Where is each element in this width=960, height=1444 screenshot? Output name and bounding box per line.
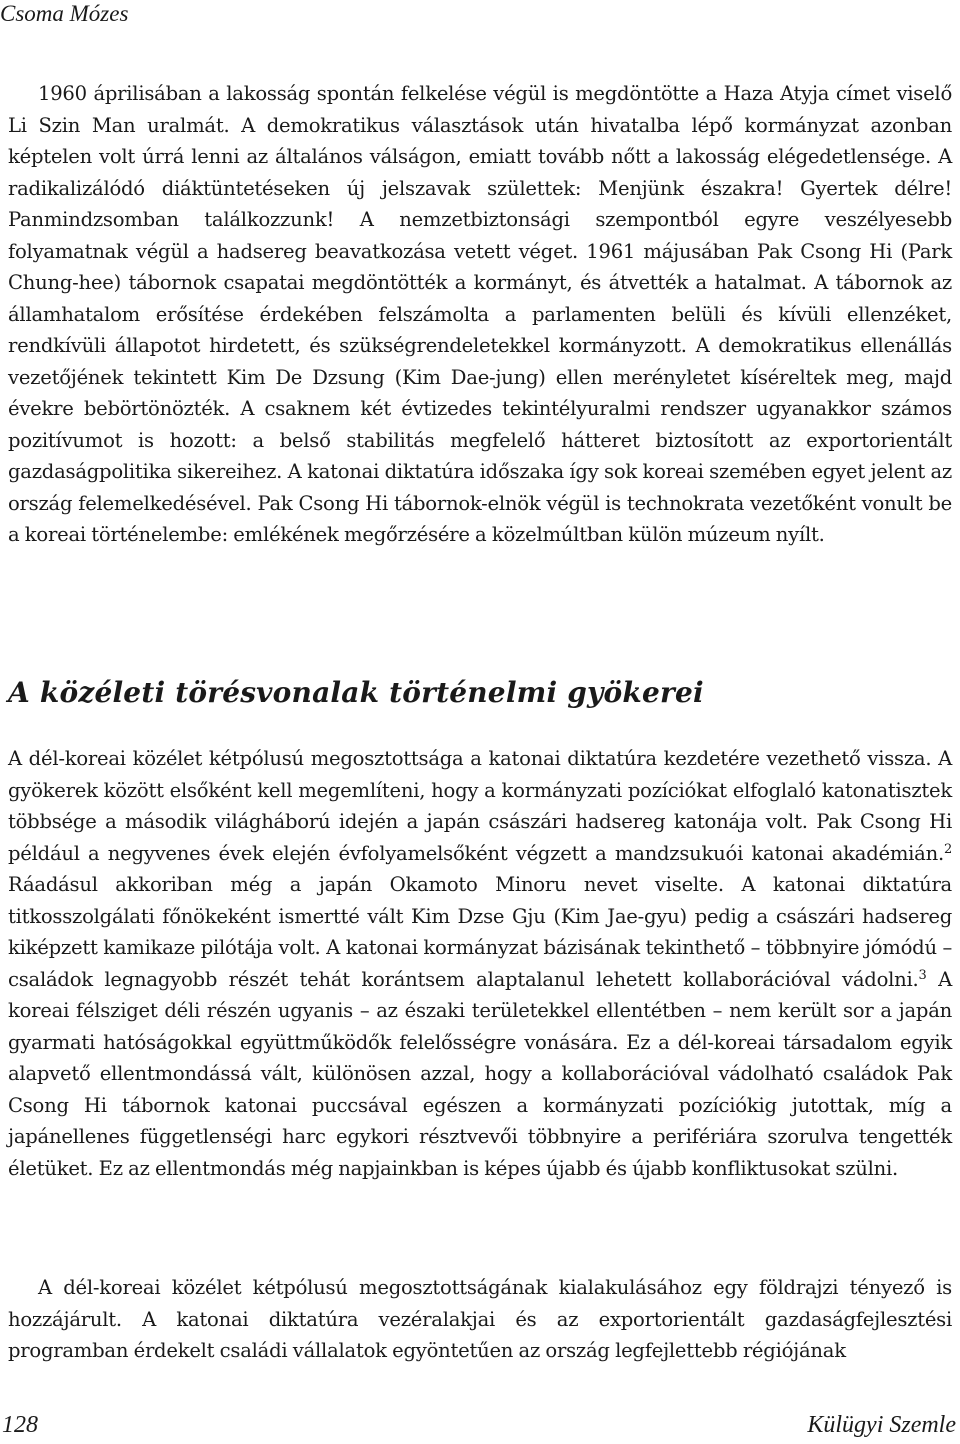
page-number: 128 — [2, 1412, 38, 1438]
journal-name: Külügyi Szemle — [807, 1412, 956, 1438]
paragraph-text: Ráadásul akkoriban még a japán Okamoto Minoru nevet viselte. A katonai diktatúra titkosszolgálati főnökeként ismertté vált Kim Dzse Gju (Kim Jae-gyu) pedig a császári hadsereg kiképzett kamikaze pilótája volt. A katonai kormányzat bázisának tekinthető – többnyire jómódú – családok legnagyobb részét tehát korántsem alaptalanul lehetett kollaborációval vádolni. — [8, 873, 952, 991]
paragraph-text: A koreai félsziget déli részén ugyanis – az északi területekkel ellentétben – nem került sor a japán gyarmati hatóságokkal együttműködők felelősségre vonására. Ez a dél-koreai társadalom egyik alapvető ellentmondássá vált, különösen azzal, hogy a kollaborációval vádolható családok Pak Csong Hi tábornok katonai puccsával egészen a kormányzati pozíciókig jutottak, míg a japánellenes függetlenségi harc egykori résztvevői többnyire a perifériára szorulva tengették életüket. Ez az ellentmondás még napjainkban is képes újabb és újabb konfliktusokat szülni. — [8, 967, 952, 1180]
body-paragraph — [8, 78, 952, 551]
paragraph-text: A dél-koreai közélet kétpólusú megosztottsága a katonai diktatúra kezdetére vezethető vissza. A gyökerek között elsőként kell megemlíteni, hogy a kormányzati pozíciókat elfoglaló katonatisztek többsége a második világháború idején a japán császári hadsereg katonája volt. Pak Csong Hi például a negyvenes évek elején évfolyamelsőként végzett a mandzsukuói katonai akadémián. — [8, 747, 952, 865]
body-paragraph — [8, 1272, 952, 1367]
paragraph-text: 1960 áprilisában a lakosság spontán felkelése végül is megdöntötte a Haza Atyja címet viselő Li Szin Man uralmát. A demokratikus választások után hivatalba lépő kormányzat azonban képtelen volt úrrá lenni az általános válságon, emiatt tovább nőtt a lakosság elégedetlensége. A radikalizálódó diáktüntetéseken új jelszavak születtek: Menjünk északra! Gyertek délre! Panmindzsomban találkozzunk! A nemzetbiztonsági szempontból egyre veszélyesebb folyamatnak végül a hadsereg beavatkozása vetett véget. 1961 májusában Pak Csong Hi (Park Chung-hee) tábornok csapatai megdöntötték a kormányt, és átvették a hatalmat. A tábornok az államhatalom erősítése érdekében felszámolta a parlamenten belüli és kívüli ellenzéket, rendkívüli állapotot hirdetett, és szükségrendeletekkel kormányzott. A demokratikus ellenállás vezetőjének tekintett Kim De Dzsung (Kim Dae-jung) ellen merényletet kíséreltek meg, majd évekre bebörtönözték. A csaknem két évtizedes tekintélyuralmi rendszer ugyanakkor számos pozitívumot is hozott: a belső stabilitás megfelelő hátteret biztosított az exportorientált gazdaságpolitika sikereihez. A katonai diktatúra időszaka így sok koreai szemében egyet jelent az ország felemelkedésével. Pak Csong Hi tábornok-elnök végül is technokrata vezetőként vonult be a koreai történelembe: emlékének megőrzésére a közelmúltban külön múzeum nyílt. — [8, 82, 952, 546]
footnote-reference[interactable]: 2 — [943, 841, 952, 857]
running-head-author: Csoma Mózes — [0, 1, 129, 26]
body-paragraph — [8, 743, 952, 1184]
section-heading: A közéleti törésvonalak történelmi gyökerei — [8, 676, 704, 709]
footnote-reference[interactable]: 3 — [918, 967, 927, 983]
paragraph-text: A dél-koreai közélet kétpólusú megosztottságának kialakulásához egy földrajzi tényező is hozzájárult. A katonai diktatúra vezéralakjai és az exportorientált gazdaságfejlesztési programban érdekelt családi vállalatok egyöntetűen az ország legfejlettebb régiójának — [8, 1276, 952, 1362]
